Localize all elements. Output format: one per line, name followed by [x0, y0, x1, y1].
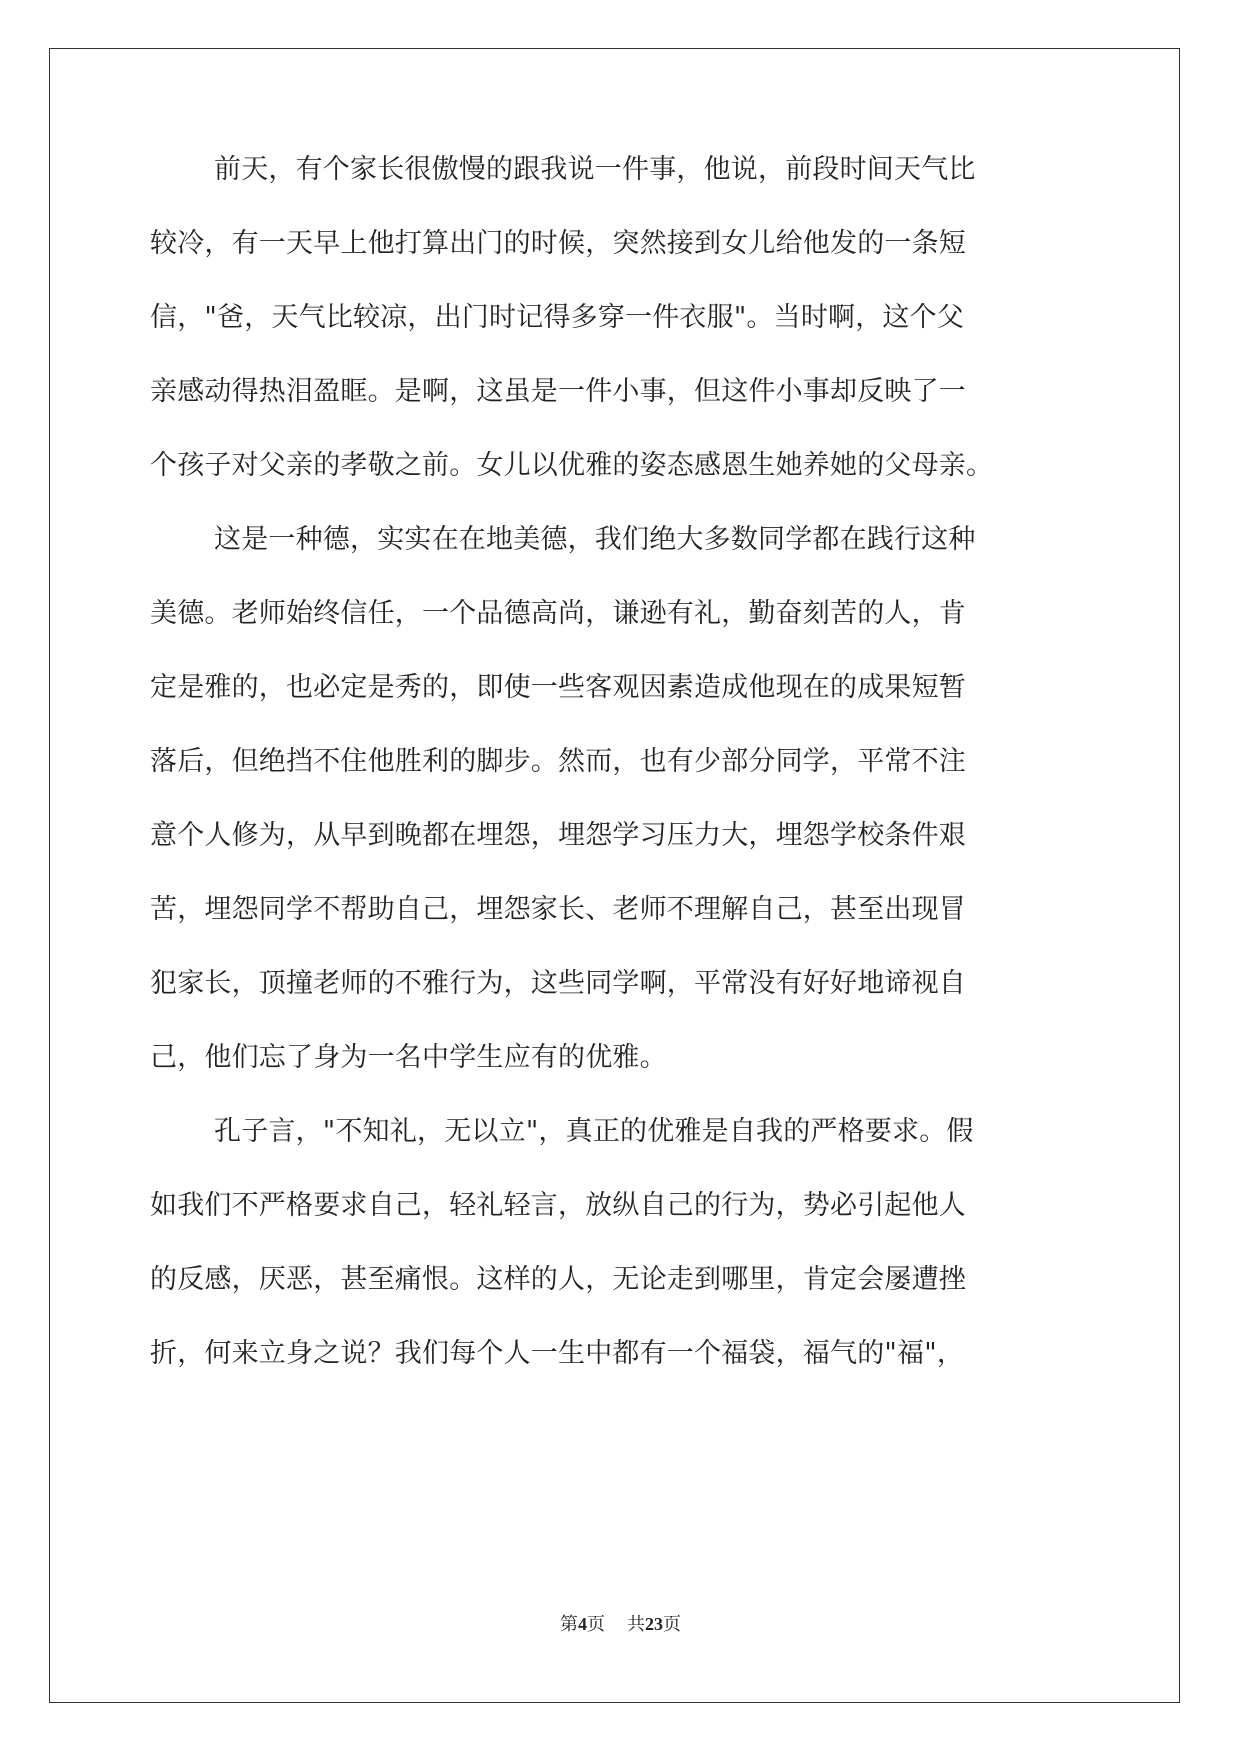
text-line: 个孩子对父亲的孝敬之前。女儿以优雅的姿态感恩生她养她的父母亲。: [150, 450, 994, 481]
text-line: 己，他们忘了身为一名中学生应有的优雅。: [150, 1042, 667, 1073]
page-footer: [0, 1610, 1241, 1636]
text-line: 的反感，厌恶，甚至痛恨。这样的人，无论走到哪里，肯定会屡遭挫: [150, 1264, 966, 1295]
page-suffix: 页: [587, 1614, 605, 1634]
text-line: 定是雅的，也必定是秀的，即使一些客观因素造成他现在的成果短暂: [150, 672, 966, 703]
total-suffix: 页: [663, 1614, 681, 1634]
text-line: 意个人修为，从早到晚都在埋怨，埋怨学习压力大，埋怨学校条件艰: [150, 820, 966, 851]
text-line: 折，何来立身之说？我们每个人一生中都有一个福袋，福气的"福"，: [150, 1338, 965, 1369]
text-line: 这是一种德，实实在在地美德，我们绝大多数同学都在践行这种: [214, 524, 976, 555]
text-line: 亲感动得热泪盈眶。是啊，这虽是一件小事，但这件小事却反映了一: [150, 376, 966, 407]
page-prefix: 第: [560, 1614, 578, 1634]
text-line: 较冷，有一天早上他打算出门的时候，突然接到女儿给他发的一条短: [150, 228, 966, 259]
page-total: 23: [645, 1614, 663, 1634]
text-line: 落后，但绝挡不住他胜利的脚步。然而，也有少部分同学，平常不注: [150, 746, 966, 777]
page-current: 4: [578, 1614, 587, 1634]
text-line: 前天，有个家长很傲慢的跟我说一件事，他说，前段时间天气比: [214, 154, 976, 185]
text-line: 苦，埋怨同学不帮助自己，埋怨家长、老师不理解自己，甚至出现冒: [150, 894, 966, 925]
text-line: 孔子言，"不知礼，无以立"，真正的优雅是自我的严格要求。假: [214, 1116, 974, 1147]
text-line: 如我们不严格要求自己，轻礼轻言，放纵自己的行为，势必引起他人: [150, 1190, 966, 1221]
total-prefix: 共: [627, 1614, 645, 1634]
page-border: [49, 48, 1180, 1703]
text-line: 美德。老师始终信任，一个品德高尚，谦逊有礼，勤奋刻苦的人，肯: [150, 598, 966, 629]
text-line: 犯家长，顶撞老师的不雅行为，这些同学啊，平常没有好好地谛视自: [150, 968, 966, 999]
text-line: 信，"爸，天气比较凉，出门时记得多穿一件衣服"。当时啊，这个父: [150, 302, 965, 333]
